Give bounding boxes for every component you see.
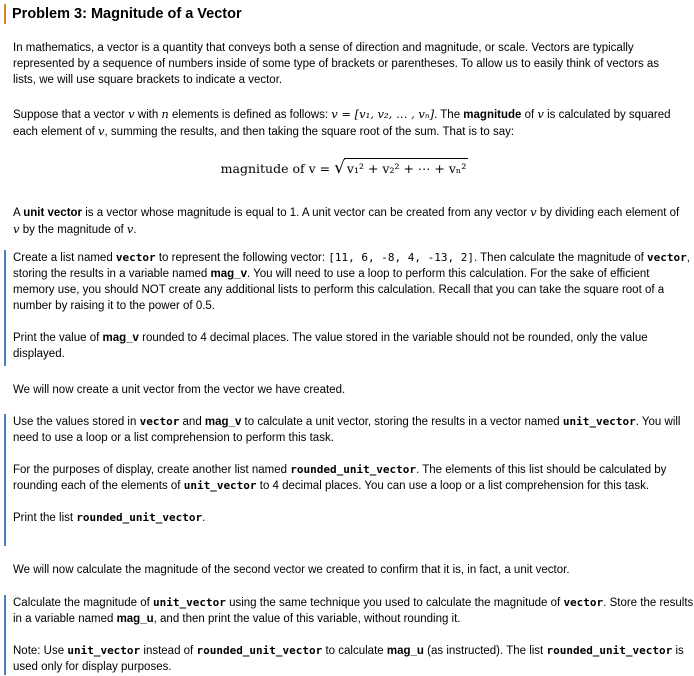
task-2-rounded: For the purposes of display, create another list named rounded_unit_vector. The elements of this list should be calculated by rounding each of the elements of unit_vector to 4 decimal places. You can use a loop or a list comprehension for this task. [13,463,667,492]
sqrt-symbol: √ [334,158,345,178]
problem-title: Problem 3: Magnitude of a Vector [4,4,242,24]
task-1-print-mag: Print the value of mag_v rounded to 4 decimal places. The value stored in the variable should not be rounded, only the value displayed. [13,332,648,360]
vector-definition-paragraph: Suppose that a vector v with n elements is defined as follows: v = [v₁, v₂, … , vₙ]. The magnitude of v is calculated by squared each element of v, summing the results, and then taking the square root of the sum. That is to say: [13,107,671,138]
intro-paragraph: In mathematics, a vector is a quantity that conveys both a sense of direction and magnitude, or scale. Vectors are typically represented by a sequence of numbers inside of some type of brackets or parentheses. To allow us to easily think of vectors as lists, we will use square brackets to indicate a vector. [13,42,660,86]
transition-confirm: We will now calculate the magnitude of the second vector we created to confirm that it is, in fact, a unit vector. [13,564,570,576]
vector-definition-math: v = [v₁, v₂, … , vₙ] [331,107,435,121]
task-3-note: Note: Use unit_vector instead of rounded_unit_vector to calculate mag_u (as instructed). The list rounded_unit_vector is used only for display purposes. [13,644,684,673]
transition-unit-vector: We will now create a unit vector from the vector we have created. [13,384,346,396]
formula-radicand: v₁² + v₂² + ⋯ + vₙ² [344,158,468,177]
task-3-mag-u: Calculate the magnitude of unit_vector using the same technique you used to calculate the magnitude of vector. Store the results in a variable named mag_u, and then print the value of this variable, without rounding it. [13,596,694,625]
task-block-2 [4,414,694,546]
task-2-print: Print the list rounded_unit_vector. [13,511,206,524]
task-block-3 [4,595,694,675]
magnitude-formula [0,158,689,188]
task-block-1 [4,250,694,366]
task-2-unit-vector: Use the values stored in vector and mag_v to calculate a unit vector, storing the results in a vector named unit_vector. You will need to use a loop or a list comprehension to perform this task. [13,415,681,444]
formula-lhs: magnitude of v = [220,161,335,176]
task-1-create-vector: Create a list named vector to represent the following vector: [11, 6, -8, 4, -13, 2]. Then calculate the magnitude of vector, storing the results in a variable named mag_v. You will need to use a loop to perform this calculation. For the sake of efficient memory use, you should NOT create any additional lists to perform this calculation. Recall that you can take the square root of a number by raising it to the power of 0.5. [13,251,690,312]
unit-vector-definition: A unit vector is a vector whose magnitude is equal to 1. A unit vector can be created from any vector v by dividing each element of v by the magnitude of v. [13,205,680,236]
